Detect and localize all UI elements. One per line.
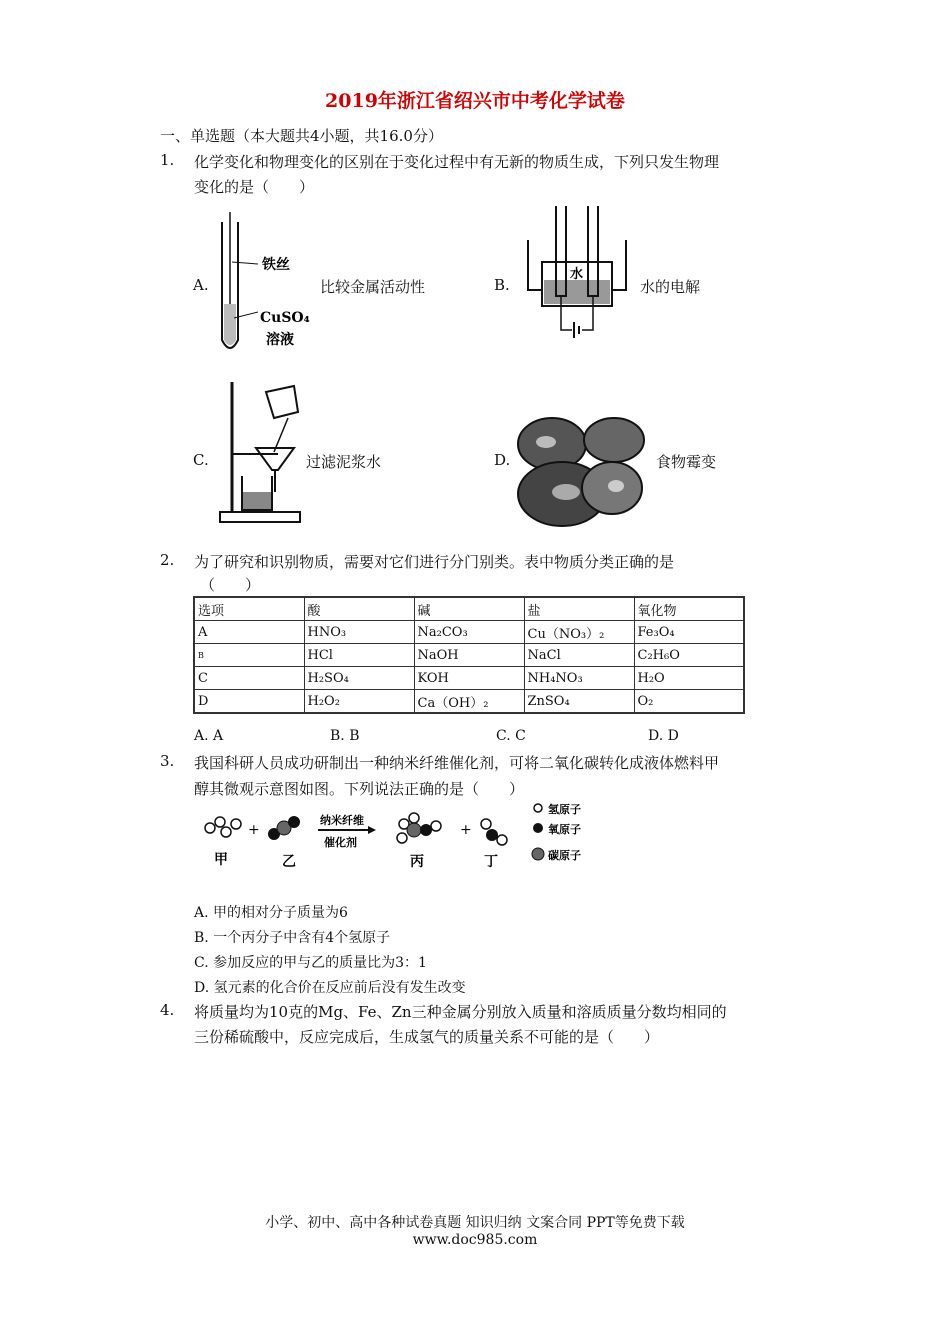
q3-option-a: A. 甲的相对分子质量为6 <box>194 905 348 921</box>
q1-stem-line1: 化学变化和物理变化的区别在于变化过程中有无新的物质生成，下列只发生物理 <box>194 153 720 171</box>
q3-stem-line2: 醇其微观示意图如图。下列说法正确的是（ ） <box>194 780 525 798</box>
table-cell: NH₄NO₃ <box>524 667 634 690</box>
table-cell: C₂H₆O <box>634 644 744 667</box>
table-row <box>194 621 744 644</box>
table-cell: Cu（NO₃）₂ <box>524 621 634 644</box>
table-header-cell: 氧化物 <box>634 597 744 621</box>
classification-table <box>193 596 745 714</box>
table-cell: HCl <box>304 644 414 667</box>
fig-label-solution: 溶液 <box>266 332 294 348</box>
table-cell: C <box>194 667 304 690</box>
q3-option-b: B. 一个丙分子中含有4个氢原子 <box>194 930 391 946</box>
test-tube-figure <box>210 212 310 358</box>
q2-answer-b: B. B <box>330 728 360 744</box>
legend-oxygen: 氧原子 <box>548 823 581 836</box>
table-header-cell: 选项 <box>194 597 304 621</box>
q3-number: 3. <box>160 752 175 770</box>
q1-option-a-caption: 比较金属活动性 <box>320 278 426 296</box>
table-header-cell: 酸 <box>304 597 414 621</box>
footer-url[interactable]: www.doc985.com <box>412 1232 538 1248</box>
table-cell: H₂O <box>634 667 744 690</box>
table-cell: NaCl <box>524 644 634 667</box>
table-cell: HNO₃ <box>304 621 414 644</box>
reaction-diagram <box>196 802 596 876</box>
footer-promo: 小学、初中、高中各种试卷真题 知识归纳 文案合同 PPT等免费下载 <box>265 1215 685 1231</box>
q1-option-d-letter: D. <box>494 451 511 469</box>
table-cell: ZnSO₄ <box>524 690 634 714</box>
q1-option-b-letter: B. <box>494 276 510 294</box>
q4-stem-line1: 将质量均为10克的Mg、Fe、Zn三种金属分别放入质量和溶质质量分数均相同的 <box>194 1003 727 1021</box>
arrow-label-bottom: 催化剂 <box>324 836 357 849</box>
page-title: 2019年浙江省绍兴市中考化学试卷 <box>325 90 625 112</box>
moldy-food-figure <box>516 412 648 530</box>
table-cell: A <box>194 621 304 644</box>
q1-option-c-letter: C. <box>193 451 209 469</box>
q2-stem-line1: 为了研究和识别物质，需要对它们进行分门别类。表中物质分类正确的是 <box>194 553 675 571</box>
q2-answer-d: D. D <box>648 728 679 744</box>
q2-stem-line2: （ ） <box>200 576 261 594</box>
q1-number: 1. <box>160 151 175 169</box>
q1-option-b-caption: 水的电解 <box>640 278 701 296</box>
svg-text:+: + <box>248 822 260 838</box>
q1-stem-line2: 变化的是（ ） <box>194 178 315 196</box>
fig-label-iron-wire: 铁丝 <box>262 257 290 273</box>
legend-hydrogen: 氢原子 <box>548 803 581 816</box>
table-header-cell: 碱 <box>414 597 524 621</box>
table-cell: B <box>194 644 304 667</box>
q2-number: 2. <box>160 551 175 569</box>
section-heading: 一、单选题（本大题共4小题，共16.0分） <box>160 127 443 145</box>
electrolysis-figure <box>524 200 634 360</box>
q1-option-c-caption: 过滤泥浆水 <box>306 453 382 471</box>
svg-text:+: + <box>460 822 472 838</box>
fig-label-cuso4: CuSO₄ <box>260 310 310 326</box>
table-header-row <box>194 597 744 621</box>
q2-answer-c: C. C <box>496 728 526 744</box>
table-cell: KOH <box>414 667 524 690</box>
q4-stem-line2: 三份稀硫酸中，反应完成后，生成氢气的质量关系不可能的是（ ） <box>194 1028 660 1046</box>
table-cell: H₂SO₄ <box>304 667 414 690</box>
table-cell: D <box>194 690 304 714</box>
q1-option-d-caption: 食物霉变 <box>656 453 717 471</box>
legend-carbon: 碳原子 <box>548 849 581 862</box>
q2-answer-a: A. A <box>194 728 224 744</box>
arrow-label-top: 纳米纤维 <box>320 814 364 827</box>
table-cell: Na₂CO₃ <box>414 621 524 644</box>
molecule-name-jia: 甲 <box>214 852 228 868</box>
table-cell: NaOH <box>414 644 524 667</box>
table-header-cell: 盐 <box>524 597 634 621</box>
fig-label-water: 水 <box>570 267 584 282</box>
table-cell: Fe₃O₄ <box>634 621 744 644</box>
molecule-name-ding: 丁 <box>484 854 498 870</box>
q3-option-d: D. 氢元素的化合价在反应前后没有发生改变 <box>194 980 466 996</box>
table-row <box>194 644 744 667</box>
table-row <box>194 667 744 690</box>
table-cell: O₂ <box>634 690 744 714</box>
q4-number: 4. <box>160 1001 175 1019</box>
q3-option-c: C. 参加反应的甲与乙的质量比为3：1 <box>194 955 427 971</box>
table-cell: H₂O₂ <box>304 690 414 714</box>
q1-option-a-letter: A. <box>193 276 209 294</box>
q3-stem-line1: 我国科研人员成功研制出一种纳米纤维催化剂，可将二氧化碳转化成液体燃料甲 <box>194 754 720 772</box>
table-cell: Ca（OH）₂ <box>414 690 524 714</box>
molecule-name-yi: 乙 <box>282 854 296 870</box>
table-row <box>194 690 744 714</box>
filtration-figure <box>218 372 304 528</box>
molecule-name-bing: 丙 <box>410 854 424 870</box>
